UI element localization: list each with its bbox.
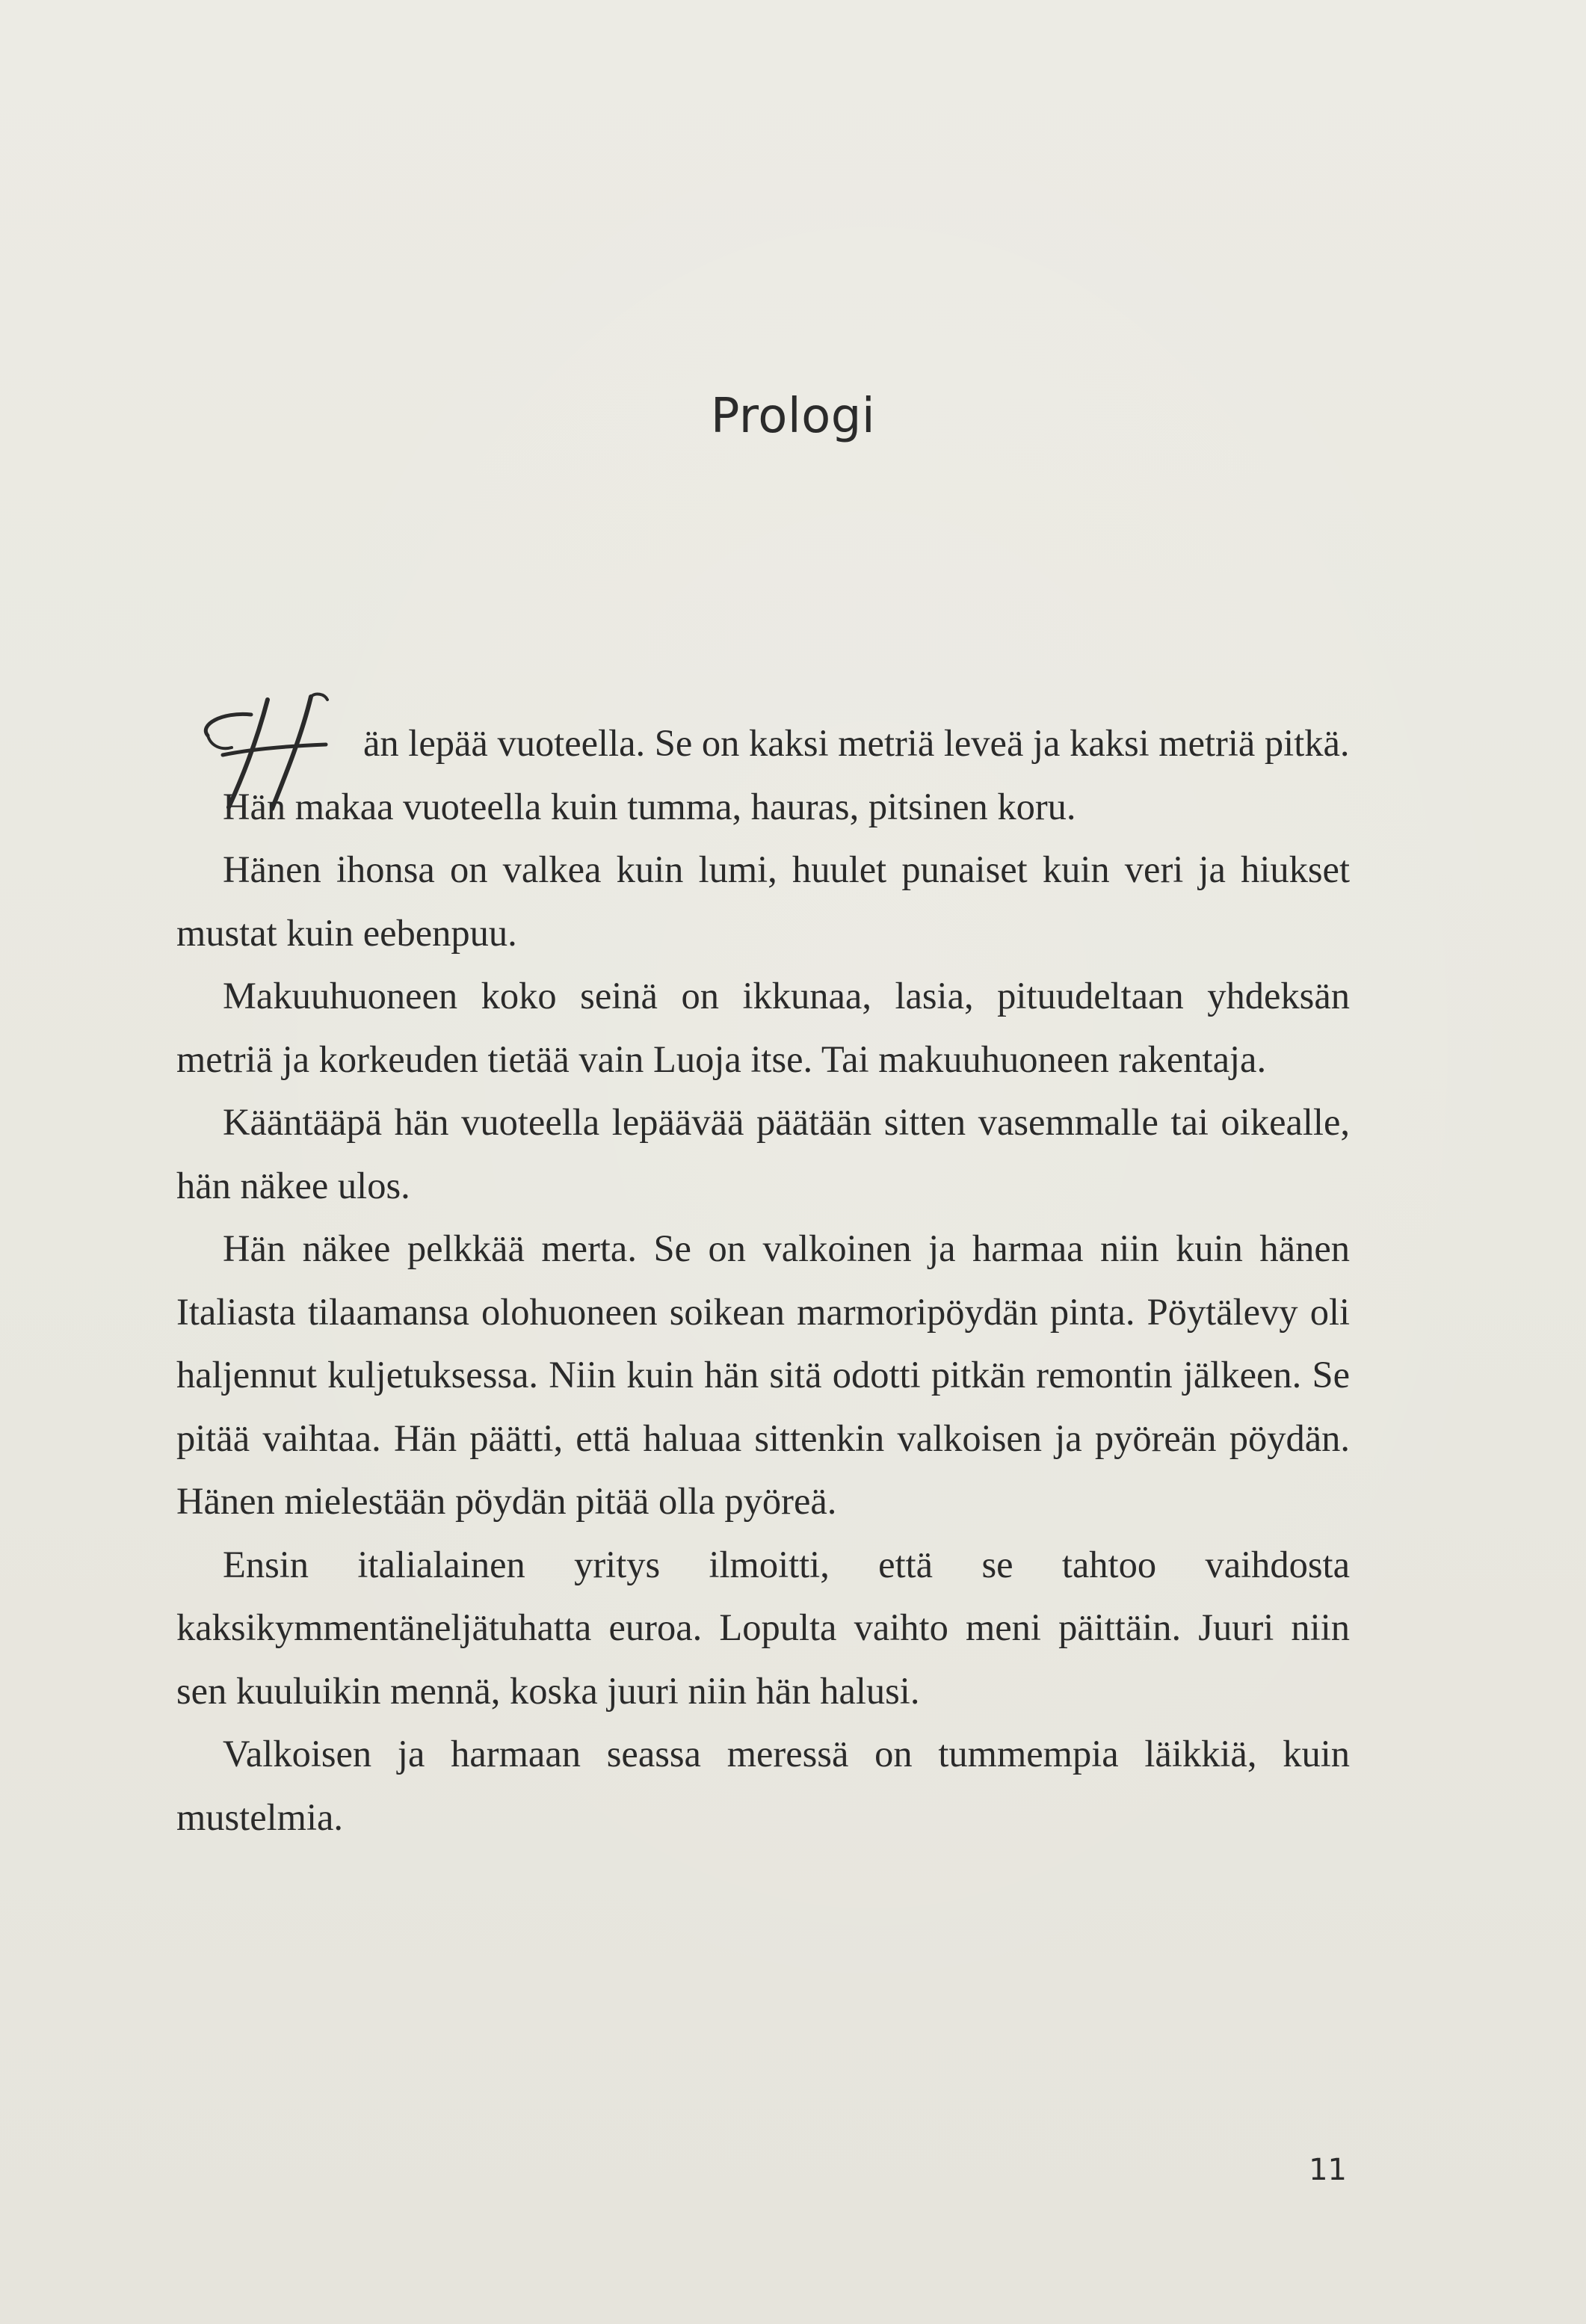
paragraph-6: Hän näkee pelkkää merta. Se on valkoinen ja harmaa niin kuin hänen Italiasta tilaamansa olohuoneen soikean marmoripöydän pinta. Pöytälevy oli haljennut kuljetuksessa. Niin kuin hän sitä odotti pitkän remontin jälkeen. Se pitää vaihtaa. Hän päätti, että haluaa sittenkin valkoisen ja pyöreän pöydän. Hänen mielestään pöydän pitää olla pyöreä. xyxy=(176,1227,1350,1522)
drop-cap-letter xyxy=(199,689,200,753)
drop-cap-h xyxy=(199,689,356,816)
paragraph-5: Kääntääpä hän vuoteella lepäävää päätään sitten vasemmalle tai oikealle, hän näkee ulos. xyxy=(176,1101,1350,1206)
paragraph-8: Valkoisen ja harmaan seassa meressä on tummempia läikkiä, kuin mustelmia. xyxy=(176,1733,1350,1838)
paragraph-3: Hänen ihonsa on valkea kuin lumi, huulet punaiset kuin veri ja hiukset mustat kuin eebenpuu. xyxy=(176,848,1350,954)
paragraph-1: än lepää vuoteella. Se on kaksi metriä leveä ja kaksi metriä pitkä. xyxy=(363,722,1350,764)
drop-cap-script-icon xyxy=(199,689,356,816)
page-number: 11 xyxy=(1309,2153,1347,2187)
paragraph-4: Makuuhuoneen koko seinä on ikkunaa, lasia, pituudeltaan yhdeksän metriä ja korkeuden tietää vain Luoja itse. Tai makuuhuoneen rakentaja. xyxy=(176,975,1350,1080)
chapter-title: Prologi xyxy=(710,389,876,444)
paragraph-2: Hän makaa vuoteella kuin tumma, hauras, pitsinen koru. xyxy=(223,785,1076,827)
body-text xyxy=(176,712,1350,1849)
first-paragraph-block xyxy=(176,712,1350,775)
paragraph-7: Ensin italialainen yritys ilmoitti, että se tahtoo vaihdosta kaksikymmentäneljätuhatta euroa. Lopulta vaihto meni päittäin. Juuri niin sen kuuluikin mennä, koska juuri niin hän halusi. xyxy=(176,1543,1350,1712)
